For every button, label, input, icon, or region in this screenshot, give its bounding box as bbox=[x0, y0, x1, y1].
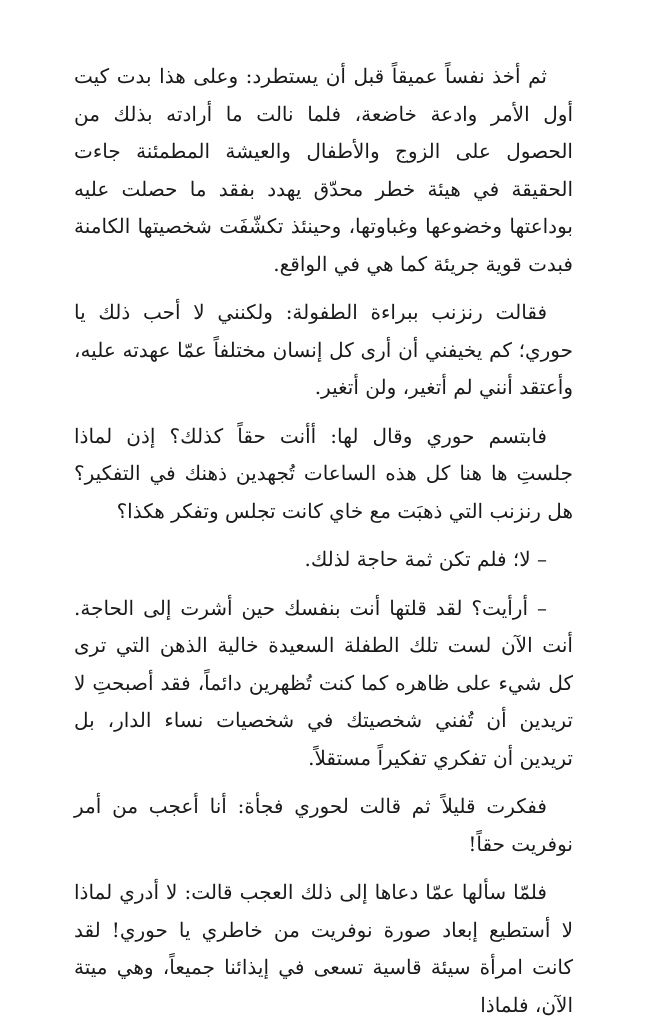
paragraph: ففكرت قليلاً ثم قالت لحوري فجأة: أنا أعجب من أمر نوفريت حقاً! bbox=[74, 794, 573, 856]
paragraph: فلمّا سألها عمّا دعاها إلى ذلك العجب قالت: لا أدري لماذا لا أستطيع إبعاد صورة نوفريت من خاطري يا حوري! لقد كانت امرأة سيئة قاسية تسعى في إيذائنا جميعاً، وهي ميتة الآن، فلماذا bbox=[74, 880, 573, 1017]
book-page bbox=[0, 58, 651, 1035]
paragraph: فقالت رنزنب ببراءة الطفولة: ولكنني لا أحب ذلك يا حوري؛ كم يخيفني أن أرى كل إنسان مختلفاً عمّا عهدته عليه، وأعتقد أنني لم أتغير، ولن أتغير. bbox=[74, 300, 573, 399]
dialogue-line: – أرأيت؟ لقد قلتها أنت بنفسك حين أشرت إلى الحاجة. أنت الآن لست تلك الطفلة السعيدة خالية الذهن التي ترى كل شيء على ظاهره كما كنت تُظهرين دائماً، فقد أصبحتِ لا تريدين أن تُفني شخصيتك في شخصيات نساء الدار، بل تريدين أن تفكري تفكيراً مستقلاً. bbox=[74, 595, 573, 770]
paragraph: فابتسم حوري وقال لها: أأنت حقاً كذلك؟ إذن لماذا جلستِ ها هنا كل هذه الساعات تُجهدين ذهنك في التفكير؟ هل رنزنب التي ذهبَت مع خاي كانت تجلس وتفكر هكذا؟ bbox=[74, 423, 573, 523]
paragraph: ثم أخذ نفساً عميقاً قبل أن يستطرد: وعلى هذا بدت كيت أول الأمر وادعة خاضعة، فلما نالت ما أرادته بذلك من الحصول على الزوج والأطفال والعيشة المطمئنة جاءت الحقيقة في هيئة خطر محدّق يهدد بفقد ما حصلت عليه بوداعتها وخضوعها وغباوتها، وحينئذ تكشّفَت شخصيتها الكامنة فبدت قوية جريئة كما هي في الواقع. bbox=[74, 64, 573, 276]
dialogue-line: – لا؛ فلم تكن ثمة حاجة لذلك. bbox=[304, 547, 547, 571]
